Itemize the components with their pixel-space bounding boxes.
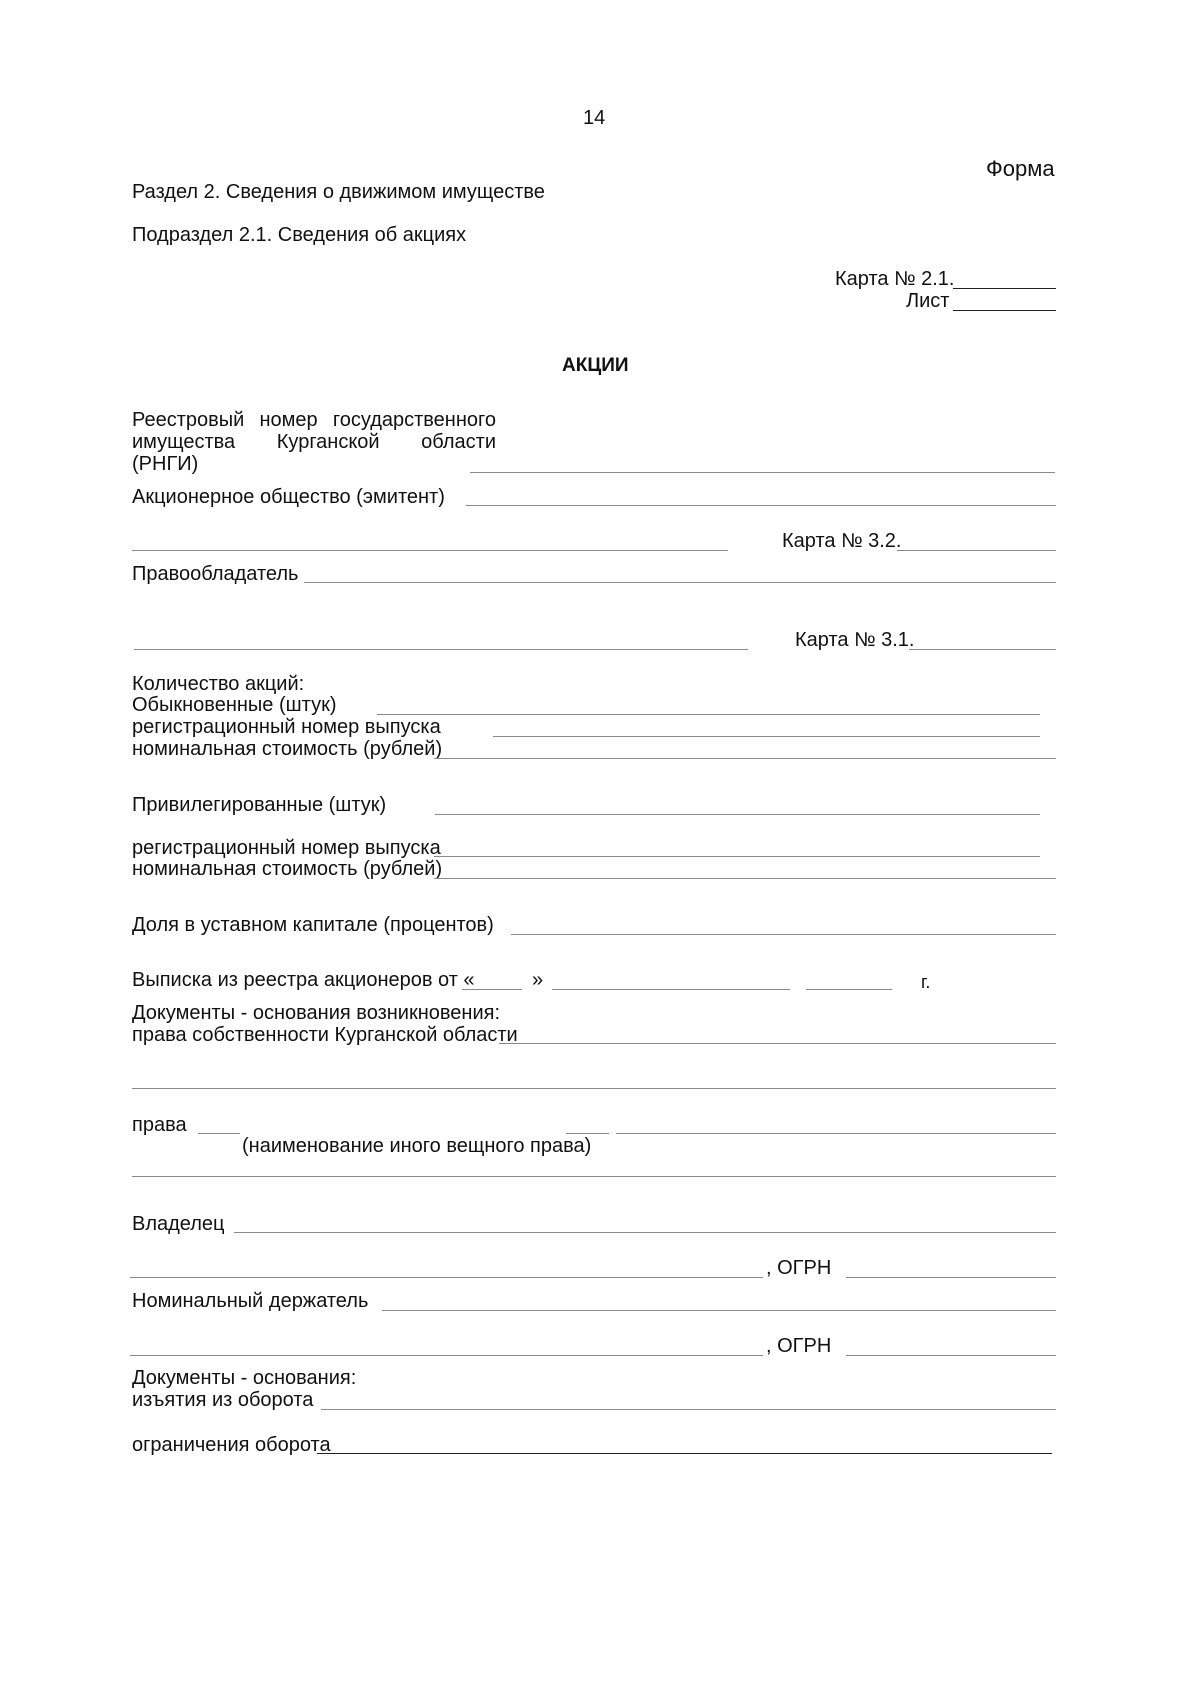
- subsection-title: Подраздел 2.1. Сведения об акциях: [132, 224, 467, 246]
- ordinary-shares-label: Обыкновенные (штук): [132, 694, 337, 716]
- holder-field[interactable]: [304, 582, 1056, 583]
- preferred-nominal-field[interactable]: [434, 878, 1056, 879]
- card-31-label: Карта № 3.1.: [795, 629, 915, 651]
- card-32-label: Карта № 3.2.: [782, 530, 902, 552]
- ordinary-reg-number-field[interactable]: [493, 736, 1040, 737]
- ownership-field-continued[interactable]: [132, 1088, 1056, 1089]
- withdrawal-label: изъятия из оборота: [132, 1389, 314, 1411]
- card-32-field[interactable]: [897, 550, 1056, 551]
- issuer-label: Акционерное общество (эмитент): [132, 486, 445, 508]
- sheet-label: Лист: [906, 290, 950, 312]
- preferred-nominal-label: номинальная стоимость (рублей): [132, 858, 443, 880]
- rngi-label-line-2: имущества Курганской области: [132, 431, 496, 453]
- nominee-field-continued[interactable]: [130, 1355, 763, 1356]
- shares-count-label: Количество акций:: [132, 673, 305, 695]
- issuer-field[interactable]: [466, 505, 1056, 506]
- rights-field-long[interactable]: [616, 1133, 1056, 1134]
- docs-basis-label: Документы - основания:: [132, 1367, 357, 1389]
- rights-field-short[interactable]: [198, 1133, 240, 1134]
- preferred-reg-number-field[interactable]: [434, 856, 1040, 857]
- holder-label: Правообладатель: [132, 563, 299, 585]
- owner-field[interactable]: [234, 1232, 1056, 1233]
- extract-quote-close: »: [532, 969, 544, 991]
- ownership-field[interactable]: [499, 1043, 1056, 1044]
- preferred-reg-number-label: регистрационный номер выпуска: [132, 837, 441, 859]
- rights-field-continued[interactable]: [132, 1176, 1056, 1177]
- owner-ogrn-field[interactable]: [846, 1277, 1056, 1278]
- nominee-ogrn-field[interactable]: [846, 1355, 1056, 1356]
- owner-field-continued[interactable]: [130, 1277, 763, 1278]
- nominee-field[interactable]: [382, 1310, 1056, 1311]
- section-title: Раздел 2. Сведения о движимом имуществе: [132, 181, 545, 203]
- owner-label: Владелец: [132, 1213, 225, 1235]
- restriction-field[interactable]: [317, 1453, 1052, 1454]
- nominee-ogrn-label: , ОГРН: [766, 1335, 832, 1357]
- card-number-field[interactable]: [953, 288, 1056, 289]
- extract-label: Выписка из реестра акционеров от «: [132, 969, 475, 991]
- document-heading: АКЦИИ: [562, 355, 629, 376]
- preferred-shares-label: Привилегированные (штук): [132, 794, 387, 816]
- sheet-field[interactable]: [953, 310, 1056, 311]
- rngi-label-line-3: (РНГИ): [132, 453, 199, 475]
- withdrawal-field[interactable]: [321, 1409, 1056, 1410]
- owner-ogrn-label: , ОГРН: [766, 1257, 832, 1279]
- share-capital-label: Доля в уставном капитале (процентов): [132, 914, 494, 936]
- docs-origin-label: Документы - основания возникновения:: [132, 1002, 501, 1024]
- restriction-label: ограничения оборота: [132, 1434, 331, 1456]
- extract-month-field[interactable]: [552, 989, 790, 990]
- rights-field-middle[interactable]: [566, 1133, 609, 1134]
- nominee-label: Номинальный держатель: [132, 1290, 369, 1312]
- ownership-label: права собственности Курганской области: [132, 1024, 518, 1046]
- rights-label: права: [132, 1114, 187, 1136]
- rngi-label-line-1: Реестровый номер государственного: [132, 409, 496, 431]
- other-right-caption: (наименование иного вещного права): [242, 1135, 592, 1157]
- issuer-field-continued[interactable]: [132, 550, 728, 551]
- share-capital-field[interactable]: [511, 934, 1056, 935]
- extract-year-suffix: г.: [921, 972, 931, 992]
- card-31-field[interactable]: [909, 649, 1056, 650]
- extract-day-field[interactable]: [462, 989, 522, 990]
- ordinary-nominal-label: номинальная стоимость (рублей): [132, 738, 443, 760]
- ordinary-reg-number-label: регистрационный номер выпуска: [132, 716, 441, 738]
- card-number-label: Карта № 2.1.: [835, 268, 955, 290]
- rngi-field[interactable]: [470, 472, 1055, 473]
- holder-field-continued[interactable]: [134, 649, 748, 650]
- extract-year-field[interactable]: [806, 989, 892, 990]
- ordinary-shares-field[interactable]: [377, 714, 1040, 715]
- preferred-shares-field[interactable]: [435, 814, 1040, 815]
- page-number: 14: [583, 107, 606, 129]
- form-label: Форма: [986, 156, 1055, 181]
- ordinary-nominal-field[interactable]: [434, 758, 1056, 759]
